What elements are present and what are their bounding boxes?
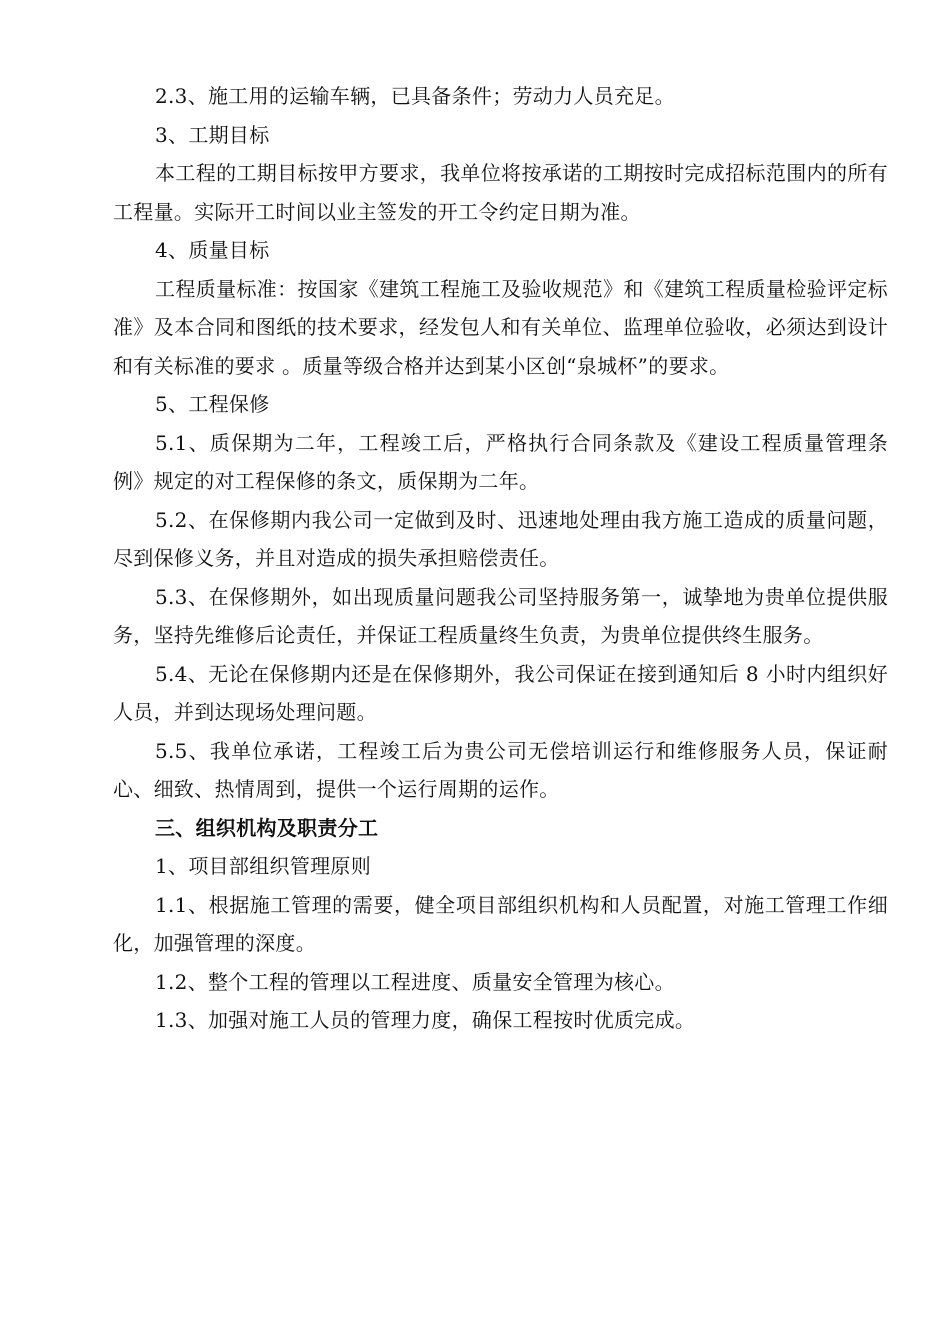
paragraph-warranty-5-5: 5.5、我单位承诺，工程竣工后为贵公司无偿培训运行和维修服务人员，保证耐心、细致、热情周到，提供一个运行周期的运作。: [113, 738, 888, 801]
paragraph-principle-1-3: 1.3、加强对施工人员的管理力度，确保工程按时优质完成。: [155, 1008, 696, 1032]
paragraph-schedule-goal: 本工程的工期目标按甲方要求，我单位将按承诺的工期按时完成招标范围内的所有工程量。实际开工时间以业主签发的开工令约定日期为准。: [113, 161, 888, 224]
document-body: [113, 77, 888, 1040]
paragraph-warranty-5-1: 5.1、质保期为二年，工程竣工后，严格执行合同条款及《建设工程质量管理条例》规定的对工程保修的条文，质保期为二年。: [113, 430, 888, 493]
paragraph-warranty-5-3: 5.3、在保修期外，如出现质量问题我公司坚持服务第一，诚挚地为贵单位提供服务，坚持先维修后论责任，并保证工程质量终生负责，为贵单位提供终生服务。: [113, 584, 888, 647]
heading-management-principles: 1、项目部组织管理原则: [155, 854, 372, 878]
heading-quality-goal: 4、质量目标: [155, 238, 270, 262]
paragraph-warranty-5-4: 5.4、无论在保修期内还是在保修期外，我公司保证在接到通知后 8 小时内组织好人员，并到达现场处理问题。: [113, 661, 888, 724]
paragraph-principle-1-1: 1.1、根据施工管理的需要，健全项目部组织机构和人员配置，对施工管理工作细化，加强管理的深度。: [113, 892, 888, 955]
paragraph-quality-standard: 工程质量标准：按国家《建筑工程施工及验收规范》和《建筑工程质量检验评定标准》及本合同和图纸的技术要求，经发包人和有关单位、监理单位验收，必须达到设计和有关标准的要求 。质量等级合格并达到某小区创“泉城杯”的要求。: [113, 276, 888, 378]
heading-warranty: 5、工程保修: [155, 392, 270, 416]
heading-schedule-goal: 3、工期目标: [155, 122, 270, 147]
section-heading-organization: 三、组织机构及职责分工: [155, 815, 379, 840]
paragraph-2-3-transport: 2.3、施工用的运输车辆，已具备条件；劳动力人员充足。: [155, 84, 675, 108]
paragraph-principle-1-2: 1.2、整个工程的管理以工程进度、质量安全管理为核心。: [155, 969, 675, 994]
paragraph-warranty-5-2: 5.2、在保修期内我公司一定做到及时、迅速地处理由我方施工造成的质量问题，尽到保修义务，并且对造成的损失承担赔偿责任。: [113, 507, 888, 570]
